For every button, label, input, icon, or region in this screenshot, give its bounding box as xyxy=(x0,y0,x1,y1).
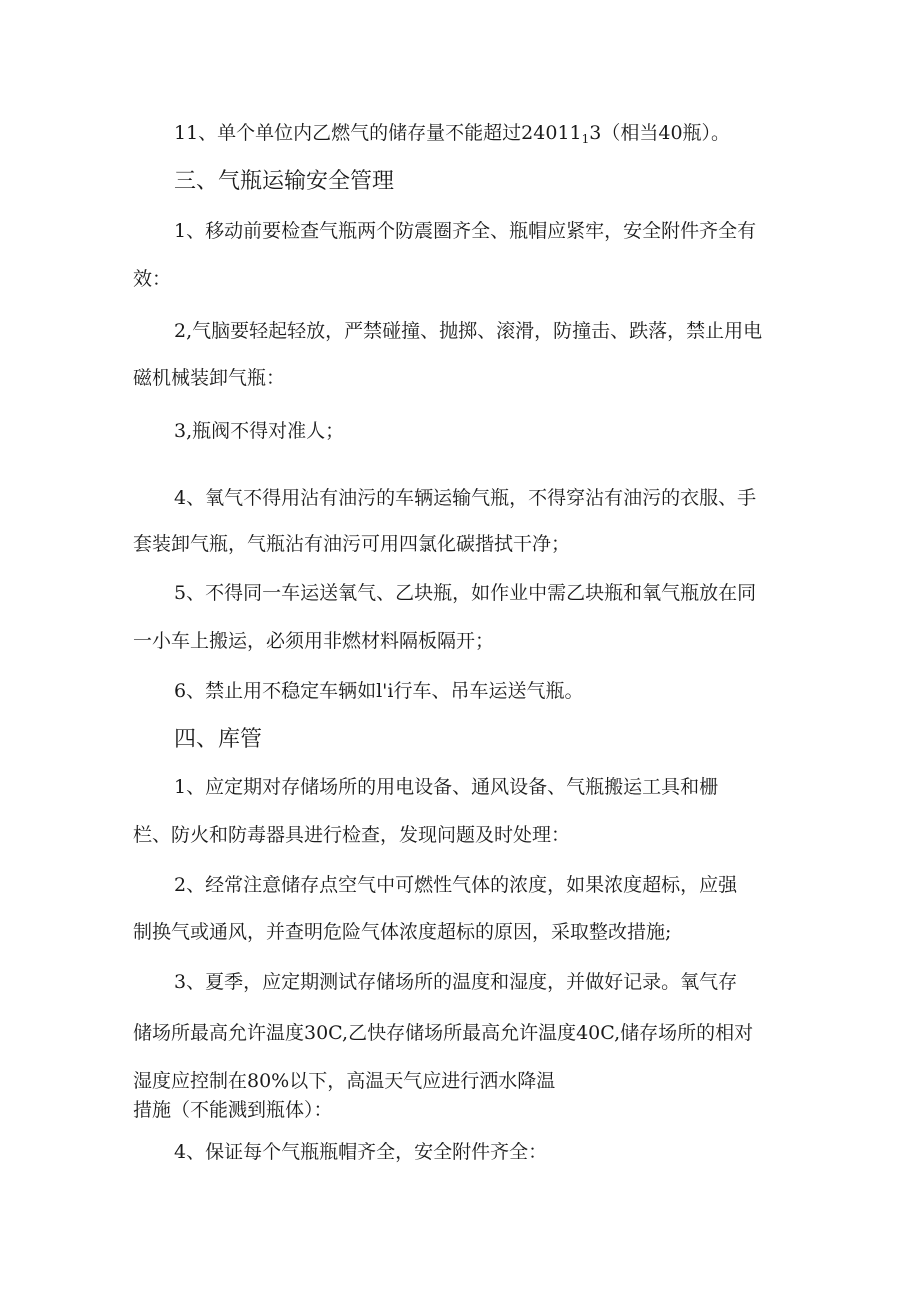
item-11 xyxy=(174,122,731,146)
storage-item-3-line1: 3、夏季，应定期测试存储场所的温度和湿度，并做好记录。氧气存 xyxy=(174,971,738,993)
transport-item-5-line2: 一小车上搬运，必须用非燃材料隔板隔开； xyxy=(133,630,495,652)
transport-item-4-line2: 套装卸气瓶，气瓶沾有油污可用四氯化碳揩拭干净； xyxy=(133,533,571,555)
storage-item-3-line3: 湿度应控制在80%以下，高温天气应进行洒水降温 xyxy=(133,1070,556,1092)
transport-item-4-line1: 4、氧气不得用沾有油污的车辆运输气瓶，不得穿沾有油污的衣服、手 xyxy=(174,487,757,509)
section-4-heading: 四、库管 xyxy=(174,727,263,752)
transport-item-1-line1: 1、移动前要检查气瓶两个防震圈齐全、瓶帽应紧牢，安全附件齐全有 xyxy=(174,220,757,242)
item-11-text: 11、单个单位内乙燃气的储存量不能超过24011 xyxy=(174,122,582,144)
transport-item-6: 6、禁止用不稳定车辆如l'i行车、吊车运送气瓶。 xyxy=(174,680,584,702)
storage-item-4: 4、保证每个气瓶瓶帽齐全，安全附件齐全： xyxy=(174,1141,548,1163)
transport-item-2-line2: 磁机械装卸气瓶： xyxy=(133,367,286,389)
storage-item-1-line1: 1、应定期对存储场所的用电设备、通风设备、气瓶搬运工具和栅 xyxy=(174,776,719,798)
transport-item-2-line1: 2,气脑要轻起轻放，严禁碰撞、抛掷、滚滑，防撞击、跌落，禁止用电 xyxy=(174,320,763,342)
transport-item-1-line2: 效： xyxy=(133,268,172,290)
storage-item-3-line2: 储场所最高允许温度30C,乙快存储场所最高允许温度40C,储存场所的相对 xyxy=(133,1022,754,1044)
storage-item-3-line4: 措施（不能溅到瓶体）： xyxy=(133,1099,333,1121)
section-3-heading: 三、气瓶运输安全管理 xyxy=(174,169,395,194)
transport-item-5-line1: 5、不得同一车运送氧气、乙块瓶，如作业中需乙块瓶和氧气瓶放在同 xyxy=(174,582,757,604)
storage-item-1-line2: 栏、防火和防毒器具进行检查，发现问题及时处理： xyxy=(133,824,571,846)
item-11-subscript: 1 xyxy=(581,132,590,146)
item-11-tail: 3（相当40瓶）。 xyxy=(589,122,731,144)
transport-item-3: 3,瓶阀不得对准人； xyxy=(174,420,345,442)
storage-item-2-line2: 制换气或通风，并查明危险气体浓度超标的原因，采取整改措施; xyxy=(133,921,672,943)
storage-item-2-line1: 2、经常注意储存点空气中可燃性气体的浓度，如果浓度超标，应强 xyxy=(174,874,738,896)
